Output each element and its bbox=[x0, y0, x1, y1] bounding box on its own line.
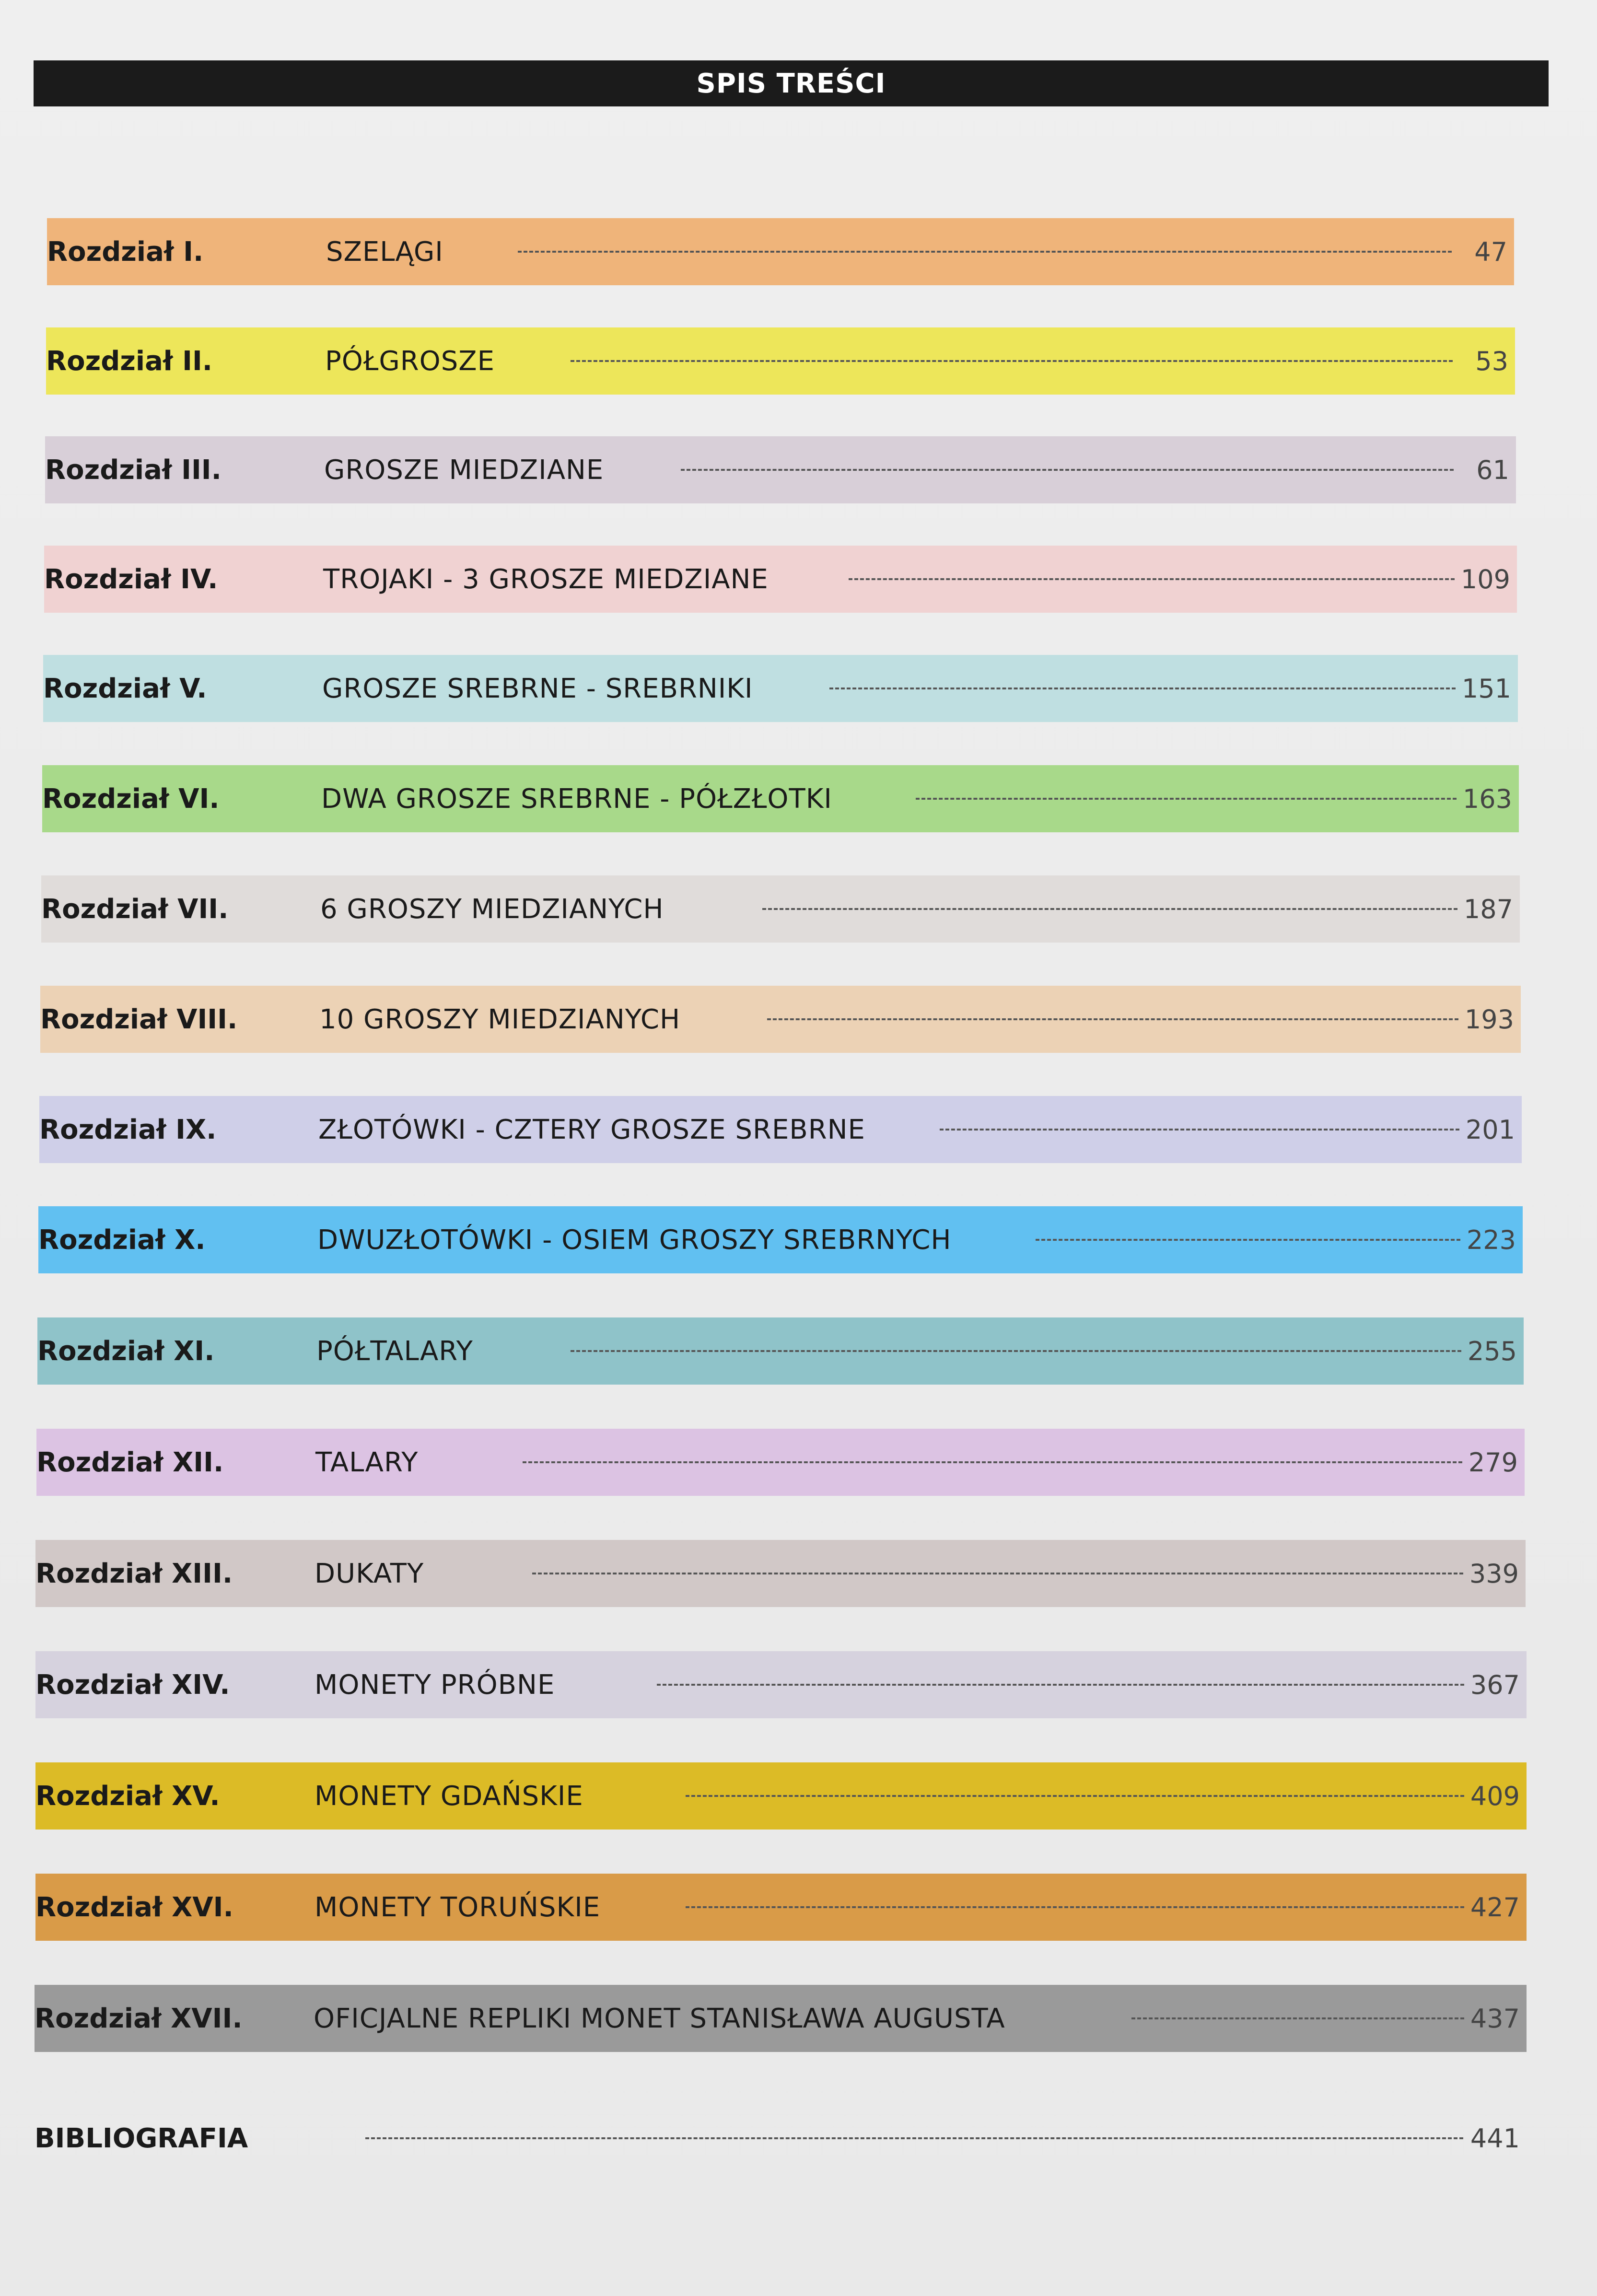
page-number: 61 bbox=[1476, 455, 1509, 485]
dot-leader bbox=[762, 908, 1457, 910]
page-number: 279 bbox=[1468, 1447, 1518, 1478]
dot-leader bbox=[365, 2137, 1463, 2139]
page-number: 47 bbox=[1474, 236, 1507, 267]
chapter-number: Rozdział VI. bbox=[42, 783, 220, 815]
chapter-title: ZŁOTÓWKI - CZTERY GROSZE SREBRNE bbox=[318, 1114, 865, 1145]
toc-row[interactable] bbox=[44, 546, 1517, 613]
bibliography-label: BIBLIOGRAFIA bbox=[35, 2122, 248, 2154]
toc-row[interactable] bbox=[35, 1651, 1527, 1718]
chapter-number: Rozdział XI. bbox=[37, 1335, 215, 1367]
chapter-number: Rozdział X. bbox=[38, 1224, 206, 1256]
page-title: SPIS TREŚCI bbox=[696, 68, 886, 99]
dot-leader bbox=[523, 1461, 1462, 1463]
page-number: 193 bbox=[1464, 1004, 1514, 1035]
chapter-title: PÓŁGROSZE bbox=[325, 345, 495, 377]
dot-leader bbox=[532, 1573, 1463, 1574]
page-number: 53 bbox=[1475, 346, 1508, 376]
dot-leader bbox=[916, 798, 1457, 800]
page-number: 441 bbox=[1470, 2123, 1520, 2154]
dot-leader bbox=[940, 1129, 1459, 1131]
toc-row[interactable] bbox=[45, 436, 1516, 503]
dot-leader bbox=[518, 251, 1452, 253]
chapter-title: PÓŁTALARY bbox=[316, 1335, 473, 1367]
chapter-number: Rozdział VII. bbox=[41, 893, 229, 925]
dot-leader bbox=[1131, 2017, 1464, 2019]
chapter-number: Rozdział II. bbox=[46, 345, 213, 377]
toc-row[interactable] bbox=[36, 1429, 1525, 1496]
chapter-number: Rozdział XIII. bbox=[35, 1558, 233, 1589]
chapter-title: MONETY PRÓBNE bbox=[315, 1669, 555, 1701]
toc-row[interactable] bbox=[43, 655, 1518, 722]
chapter-number: Rozdział VIII. bbox=[40, 1003, 238, 1035]
chapter-number: Rozdział IV. bbox=[44, 563, 218, 595]
page-number: 163 bbox=[1462, 783, 1512, 814]
dot-leader bbox=[829, 688, 1456, 689]
chapter-title: MONETY TORUŃSKIE bbox=[315, 1891, 601, 1923]
dot-leader bbox=[767, 1018, 1458, 1020]
page-number: 187 bbox=[1463, 894, 1513, 924]
page-number: 151 bbox=[1461, 673, 1511, 704]
page-number: 427 bbox=[1470, 1892, 1520, 1923]
toc-row[interactable] bbox=[35, 1762, 1527, 1830]
chapter-title: TROJAKI - 3 GROSZE MIEDZIANE bbox=[323, 563, 769, 595]
chapter-title: SZELĄGI bbox=[326, 236, 443, 268]
chapter-title: 6 GROSZY MIEDZIANYCH bbox=[320, 893, 664, 925]
chapter-title: DUKATY bbox=[315, 1558, 424, 1589]
chapter-title: DWUZŁOTÓWKI - OSIEM GROSZY SREBRNYCH bbox=[317, 1224, 952, 1256]
chapter-number: Rozdział III. bbox=[45, 454, 221, 486]
chapter-number: Rozdział XVI. bbox=[35, 1891, 233, 1923]
toc-row[interactable] bbox=[39, 1096, 1522, 1163]
chapter-number: Rozdział IX. bbox=[39, 1114, 217, 1145]
page-number: 339 bbox=[1469, 1558, 1519, 1589]
toc-row[interactable] bbox=[35, 1874, 1527, 1941]
chapter-title: GROSZE SREBRNE - SREBRNIKI bbox=[322, 673, 753, 704]
toc-row[interactable] bbox=[47, 218, 1514, 285]
toc-row[interactable] bbox=[46, 327, 1515, 395]
dot-leader bbox=[1036, 1239, 1460, 1241]
dot-leader bbox=[657, 1684, 1464, 1686]
dot-leader bbox=[571, 360, 1453, 362]
dot-leader bbox=[681, 469, 1454, 471]
chapter-title: DWA GROSZE SREBRNE - PÓŁZŁOTKI bbox=[321, 783, 832, 815]
chapter-title: GROSZE MIEDZIANE bbox=[324, 454, 604, 486]
dot-leader bbox=[571, 1350, 1461, 1352]
chapter-title: MONETY GDAŃSKIE bbox=[315, 1780, 583, 1812]
page-number: 201 bbox=[1465, 1114, 1515, 1145]
chapter-title: TALARY bbox=[315, 1446, 419, 1478]
chapter-number: Rozdział XIV. bbox=[35, 1669, 230, 1701]
chapter-number: Rozdział V. bbox=[43, 673, 207, 704]
toc-row[interactable] bbox=[41, 875, 1520, 943]
page-number: 255 bbox=[1467, 1336, 1517, 1366]
dot-leader bbox=[849, 578, 1455, 580]
toc-row[interactable] bbox=[42, 765, 1519, 832]
chapter-number: Rozdział XV. bbox=[35, 1780, 220, 1812]
chapter-number: Rozdział XVII. bbox=[35, 2003, 243, 2034]
toc-row[interactable] bbox=[37, 1317, 1524, 1385]
chapter-title: 10 GROSZY MIEDZIANYCH bbox=[319, 1003, 681, 1035]
toc-row[interactable] bbox=[35, 1985, 1527, 2052]
chapter-number: Rozdział XII. bbox=[36, 1446, 224, 1478]
toc-row[interactable] bbox=[38, 1206, 1523, 1273]
toc-row[interactable] bbox=[40, 986, 1521, 1053]
chapter-title: OFICJALNE REPLIKI MONET STANISŁAWA AUGUSTA bbox=[314, 2003, 1005, 2034]
page-number: 367 bbox=[1470, 1669, 1520, 1700]
toc-row[interactable] bbox=[35, 1540, 1526, 1607]
page-number: 437 bbox=[1470, 2003, 1520, 2034]
page-number: 223 bbox=[1466, 1224, 1516, 1255]
dot-leader bbox=[686, 1795, 1464, 1797]
chapter-number: Rozdział I. bbox=[47, 236, 204, 268]
dot-leader bbox=[686, 1906, 1464, 1908]
page-number: 409 bbox=[1470, 1781, 1520, 1811]
page-number: 109 bbox=[1460, 564, 1510, 594]
bibliography-row[interactable] bbox=[35, 2105, 1527, 2172]
